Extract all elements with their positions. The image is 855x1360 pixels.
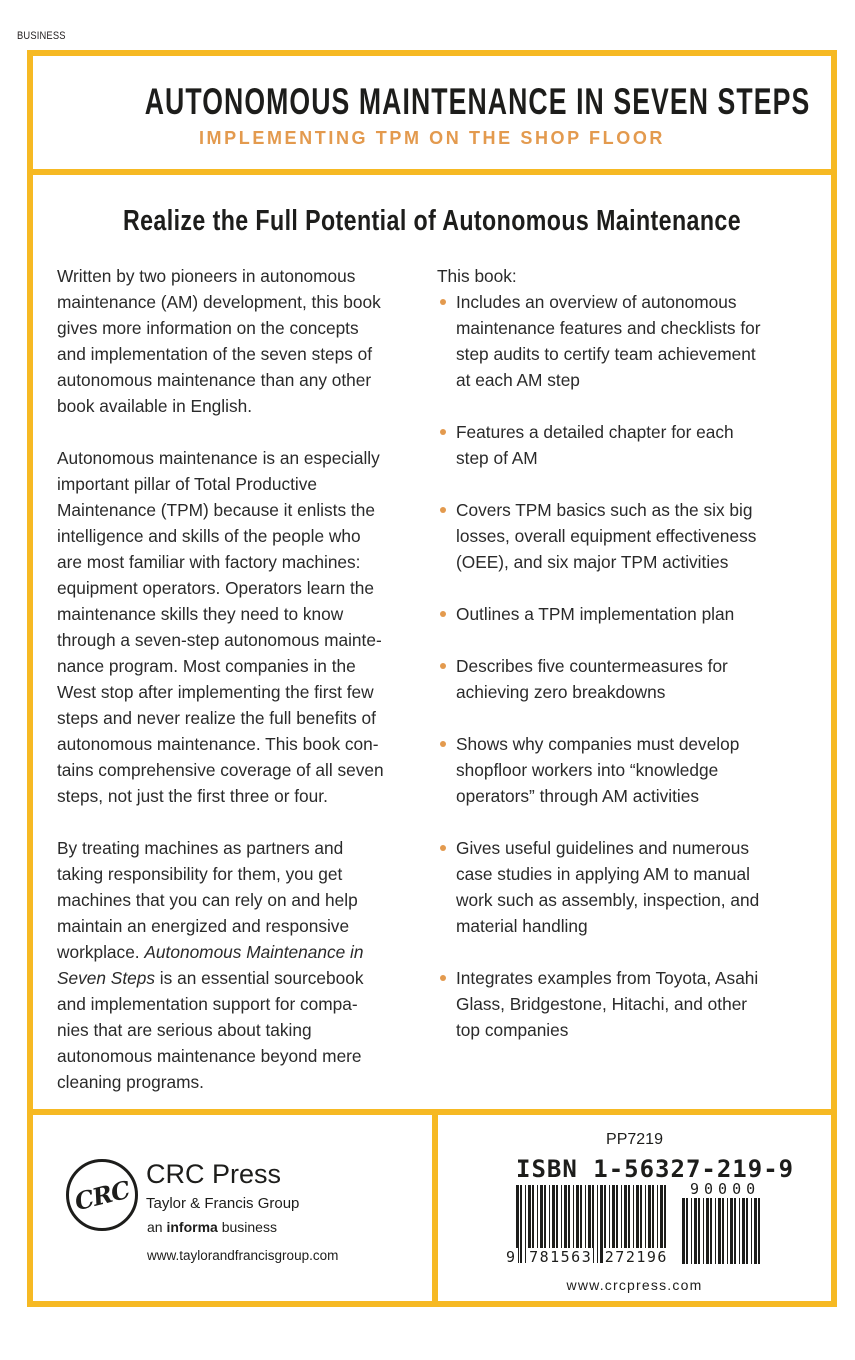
paragraph-line: autonomous maintenance beyond mere bbox=[57, 1046, 362, 1066]
bullet-dot-icon bbox=[440, 741, 446, 747]
ean-digits bbox=[505, 1248, 669, 1266]
feature-item bbox=[437, 289, 817, 393]
paragraph-line: autonomous maintenance than any other bbox=[57, 370, 372, 390]
feature-line: case studies in applying AM to manual bbox=[456, 864, 750, 884]
features-column bbox=[437, 263, 817, 1069]
barcode-bar bbox=[715, 1198, 716, 1264]
book-subtitle: IMPLEMENTING TPM ON THE SHOP FLOOR bbox=[198, 128, 666, 148]
feature-line: achieving zero breakdowns bbox=[456, 682, 666, 702]
feature-line: at each AM step bbox=[456, 370, 580, 390]
text-run: is an essential sourcebook bbox=[155, 968, 364, 988]
feature-line: top companies bbox=[456, 1020, 569, 1040]
bullet-dot-icon bbox=[440, 663, 446, 669]
barcode-bar bbox=[751, 1198, 752, 1264]
paragraph-line: maintenance skills they need to know bbox=[57, 604, 344, 624]
feature-item bbox=[437, 653, 817, 705]
bullet-dot-icon bbox=[440, 975, 446, 981]
description-column bbox=[57, 263, 437, 1121]
bullet-dot-icon bbox=[440, 299, 446, 305]
barcode-bar bbox=[686, 1198, 688, 1264]
feature-line: maintenance features and checklists for bbox=[456, 318, 761, 338]
paragraph-line: through a seven-step autonomous mainte- bbox=[57, 630, 382, 650]
barcode-bar bbox=[706, 1198, 709, 1264]
category-label: BUSINESS bbox=[17, 30, 66, 42]
paragraph-line: and implementation support for compa- bbox=[57, 994, 358, 1014]
barcode-bar bbox=[710, 1198, 712, 1264]
publisher-name: CRC Press bbox=[146, 1159, 282, 1189]
paragraph-line: cleaning programs. bbox=[57, 1072, 204, 1092]
publisher-informa bbox=[147, 1219, 277, 1235]
paragraph-line: By treating machines as partners and bbox=[57, 838, 344, 858]
paragraph-line: Autonomous maintenance is an especially bbox=[57, 448, 380, 468]
feature-line: step audits to certify team achievement bbox=[456, 344, 756, 364]
text-run: an bbox=[147, 1219, 167, 1235]
barcode-bar bbox=[698, 1198, 700, 1264]
addon-barcode-icon bbox=[682, 1198, 762, 1264]
feature-line: losses, overall equipment effectiveness bbox=[456, 526, 757, 546]
barcode-bar bbox=[694, 1198, 697, 1264]
barcode-bar bbox=[730, 1198, 733, 1264]
ean-digit-group: 272196 bbox=[604, 1248, 668, 1266]
publisher-group: Taylor & Francis Group bbox=[146, 1195, 300, 1212]
feature-item bbox=[437, 835, 817, 939]
paragraph-line: and implementation of the seven steps of bbox=[57, 344, 373, 364]
barcode-bar bbox=[691, 1198, 692, 1264]
barcode-bar bbox=[722, 1198, 724, 1264]
paragraph-line: important pillar of Total Productive bbox=[57, 474, 317, 494]
feature-item bbox=[437, 601, 817, 627]
paragraph-line: nies that are serious about taking bbox=[57, 1020, 312, 1040]
feature-line: Integrates examples from Toyota, Asahi bbox=[456, 968, 759, 988]
paragraph-line: steps and never realize the full benefits of bbox=[57, 708, 376, 728]
feature-line: Shows why companies must develop bbox=[456, 734, 740, 754]
paragraph-line: tains comprehensive coverage of all seven bbox=[57, 760, 384, 780]
paragraph-line: Written by two pioneers in autonomous bbox=[57, 266, 356, 286]
ean-digit: 9 bbox=[506, 1248, 517, 1266]
paragraph-line: Maintenance (TPM) because it enlists the bbox=[57, 500, 375, 520]
barcode-bar bbox=[754, 1198, 757, 1264]
feature-line: material handling bbox=[456, 916, 588, 936]
feature-line: shopfloor workers into “knowledge bbox=[456, 760, 719, 780]
barcode-bar bbox=[739, 1198, 740, 1264]
features-intro: This book: bbox=[437, 266, 517, 286]
barcode-panel bbox=[432, 1109, 837, 1307]
product-code: PP7219 bbox=[606, 1131, 663, 1148]
paragraph-conclusion bbox=[57, 835, 437, 1095]
bullet-dot-icon bbox=[440, 845, 446, 851]
paragraph-line: are most familiar with factory machines: bbox=[57, 552, 361, 572]
crcpress-url[interactable]: www.crcpress.com bbox=[566, 1277, 703, 1293]
feature-line: Outlines a TPM implementation plan bbox=[456, 604, 735, 624]
book-title-italic: Seven Steps bbox=[57, 968, 155, 988]
feature-item bbox=[437, 497, 817, 575]
title-panel bbox=[27, 50, 837, 175]
feature-line: (OEE), and six major TPM activities bbox=[456, 552, 729, 572]
feature-line: Glass, Bridgestone, Hitachi, and other bbox=[456, 994, 748, 1014]
text-run: workplace. bbox=[57, 942, 145, 962]
isbn-text: ISBN 1-56327-219-9 bbox=[516, 1155, 795, 1183]
feature-line: Covers TPM basics such as the six big bbox=[456, 500, 753, 520]
paragraph-line: maintain an energized and responsive bbox=[57, 916, 350, 936]
barcode-bar bbox=[703, 1198, 704, 1264]
text-run: business bbox=[217, 1219, 277, 1235]
headline: Realize the Full Potential of Autonomous Maintenance bbox=[122, 205, 742, 237]
paragraph-line: intelligence and skills of the people who bbox=[57, 526, 361, 546]
book-title-italic: Autonomous Maintenance in bbox=[144, 942, 364, 962]
paragraph-tpm bbox=[57, 445, 437, 809]
feature-item bbox=[437, 731, 817, 809]
barcode-bar bbox=[734, 1198, 736, 1264]
barcode-bar bbox=[746, 1198, 748, 1264]
paragraph-intro bbox=[57, 263, 437, 419]
barcode-bar bbox=[727, 1198, 728, 1264]
paragraph-line: taking responsibility for them, you get bbox=[57, 864, 343, 884]
paragraph-line: equipment operators. Operators learn the bbox=[57, 578, 375, 598]
paragraph-line: steps, not just the first three or four. bbox=[57, 786, 328, 806]
feature-item bbox=[437, 965, 817, 1043]
feature-line: Gives useful guidelines and numerous bbox=[456, 838, 749, 858]
bullet-dot-icon bbox=[440, 611, 446, 617]
barcode-bar bbox=[742, 1198, 745, 1264]
book-title: AUTONOMOUS MAINTENANCE IN SEVEN STEPS bbox=[144, 81, 811, 122]
barcode-bar bbox=[718, 1198, 721, 1264]
bullet-dot-icon bbox=[440, 429, 446, 435]
paragraph-line: nance program. Most companies in the bbox=[57, 656, 356, 676]
paragraph-line: maintenance (AM) development, this book bbox=[57, 292, 381, 312]
barcode-bar bbox=[758, 1198, 760, 1264]
informa-brand: informa bbox=[166, 1219, 218, 1235]
feature-line: work such as assembly, inspection, and bbox=[456, 890, 760, 910]
publisher-panel bbox=[27, 1109, 438, 1307]
paragraph-line: book available in English. bbox=[57, 396, 253, 416]
feature-line: Describes five countermeasures for bbox=[456, 656, 728, 676]
feature-line: Includes an overview of autonomous bbox=[456, 292, 737, 312]
feature-list bbox=[437, 289, 817, 1043]
feature-line: step of AM bbox=[456, 448, 538, 468]
barcode-bar bbox=[682, 1198, 685, 1264]
paragraph-line bbox=[57, 939, 437, 965]
feature-line: operators” through AM activities bbox=[456, 786, 700, 806]
paragraph-line: gives more information on the concepts bbox=[57, 318, 359, 338]
crc-logo-icon bbox=[66, 1159, 138, 1231]
feature-line: Features a detailed chapter for each bbox=[456, 422, 734, 442]
addon-digits: 90000 bbox=[690, 1180, 761, 1198]
description-panel bbox=[27, 169, 837, 1115]
paragraph-line: West stop after implementing the first few bbox=[57, 682, 374, 702]
logo-text: CRC bbox=[71, 1174, 133, 1217]
feature-item bbox=[437, 419, 817, 471]
paragraph-line: machines that you can rely on and help bbox=[57, 890, 358, 910]
paragraph-line bbox=[57, 965, 437, 991]
publisher-url[interactable]: www.taylorandfrancisgroup.com bbox=[147, 1248, 339, 1263]
bullet-dot-icon bbox=[440, 507, 446, 513]
paragraph-line: autonomous maintenance. This book con- bbox=[57, 734, 379, 754]
ean-digit-group: 781563 bbox=[529, 1248, 593, 1266]
